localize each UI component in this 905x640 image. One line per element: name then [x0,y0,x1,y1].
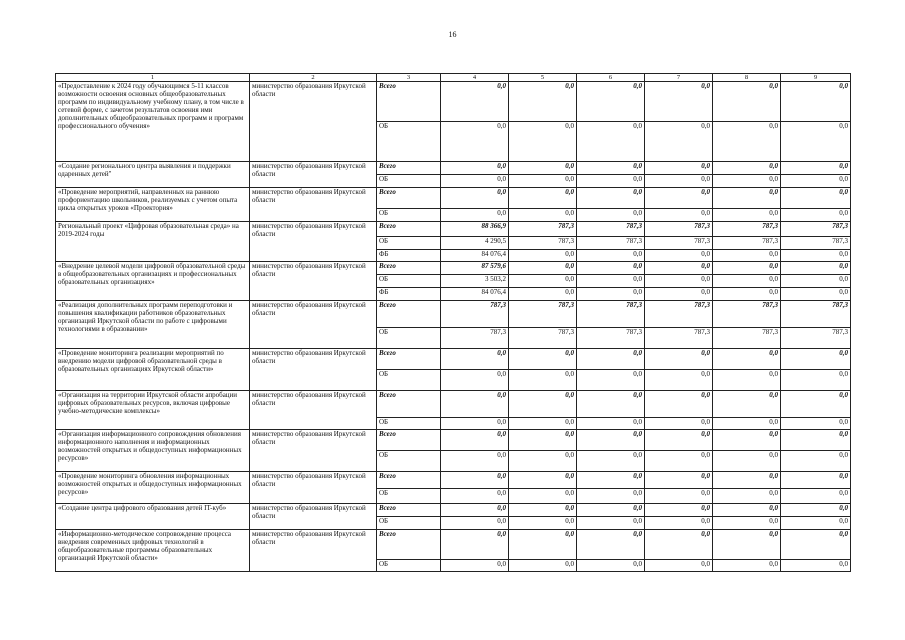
funding-source: Всего [377,188,441,209]
value-cell: 0,0 [713,262,781,275]
table-row [56,504,851,517]
measure-name: «Информационно-методическое сопровождение процесса внедрения современных цифровых технологий в общеобразовательные программы образовательных организаций Иркутской области» [56,530,250,572]
value-cell: 0,0 [781,472,851,489]
executor: министерство образования Иркутской области [250,262,377,301]
value-cell: 787,3 [577,301,645,328]
value-cell: 4 290,5 [441,237,509,250]
header-cell: 2 [250,74,377,82]
value-cell: 0,0 [781,82,851,122]
funding-source: Всего [377,530,441,560]
measure-name: «Организация информационного сопровождения обновления информационного наполнения и информационных возможностей открытых и общедоступных информационных ресурсов» [56,430,250,472]
header-cell: 5 [509,74,577,82]
funding-source: ОБ [377,328,441,349]
value-cell: 0,0 [781,560,851,572]
value-cell: 0,0 [441,349,509,370]
value-cell: 0,0 [713,472,781,489]
value-cell: 787,3 [781,237,851,250]
value-cell: 0,0 [577,209,645,222]
value-cell: 787,3 [577,222,645,237]
value-cell: 0,0 [781,451,851,472]
value-cell: 0,0 [577,250,645,262]
value-cell: 0,0 [441,430,509,451]
value-cell: 0,0 [441,560,509,572]
executor: министерство образования Иркутской области [250,162,377,188]
table-row [56,301,851,328]
header-cell: 6 [577,74,645,82]
table-row [56,430,851,451]
value-cell: 0,0 [577,370,645,391]
value-cell: 787,3 [509,222,577,237]
value-cell: 0,0 [441,472,509,489]
value-cell: 0,0 [781,288,851,301]
value-cell: 0,0 [781,517,851,530]
value-cell: 0,0 [713,391,781,418]
value-cell: 84 076,4 [441,250,509,262]
value-cell: 0,0 [713,489,781,504]
value-cell: 787,3 [509,237,577,250]
measure-name: «Проведение мониторинга реализации мероприятий по внедрению модели цифровой образовательной среды в образовательных организациях Иркутской области» [56,349,250,391]
value-cell: 787,3 [509,328,577,349]
executor: министерство образования Иркутской области [250,391,377,430]
value-cell: 0,0 [577,530,645,560]
value-cell: 0,0 [781,250,851,262]
value-cell: 0,0 [509,391,577,418]
value-cell: 0,0 [781,209,851,222]
value-cell: 0,0 [645,82,713,122]
value-cell: 0,0 [509,262,577,275]
value-cell: 0,0 [577,288,645,301]
value-cell: 0,0 [577,451,645,472]
value-cell: 0,0 [713,349,781,370]
value-cell: 88 366,9 [441,222,509,237]
table-header-row [56,74,851,82]
value-cell: 0,0 [781,122,851,162]
measure-name: Региональный проект «Цифровая образовательная среда» на 2019-2024 годы [56,222,250,262]
funding-source: ФБ [377,250,441,262]
value-cell: 0,0 [713,188,781,209]
executor: министерство образования Иркутской области [250,530,377,572]
value-cell: 0,0 [781,188,851,209]
table-row [56,262,851,275]
value-cell: 0,0 [781,370,851,391]
value-cell: 0,0 [781,162,851,175]
funding-source: Всего [377,262,441,275]
measure-name: «Предоставление к 2024 году обучающимся 5-11 классов возможности освоения основных общеобразовательных программ по индивидуальному учебному плану, в том числе в сетевой форме, с зачетом результатов освоения ими дополнительных общеобразовательных программ и программ профессионального обучения» [56,82,250,162]
value-cell: 0,0 [645,188,713,209]
measure-name: «Создание центра цифрового образования детей IT-куб» [56,504,250,530]
value-cell: 0,0 [509,209,577,222]
value-cell: 787,3 [713,328,781,349]
value-cell: 0,0 [645,430,713,451]
value-cell: 787,3 [781,328,851,349]
value-cell: 0,0 [645,517,713,530]
funding-source: Всего [377,349,441,370]
value-cell: 0,0 [509,451,577,472]
table-row [56,82,851,122]
value-cell: 0,0 [645,175,713,188]
value-cell: 0,0 [577,430,645,451]
table-row [56,391,851,418]
value-cell: 0,0 [645,349,713,370]
value-cell: 0,0 [713,250,781,262]
value-cell: 787,3 [645,222,713,237]
table-row [56,472,851,489]
value-cell: 0,0 [441,209,509,222]
value-cell: 0,0 [441,418,509,430]
executor: министерство образования Иркутской области [250,301,377,349]
value-cell: 0,0 [781,262,851,275]
value-cell: 0,0 [577,472,645,489]
value-cell: 0,0 [577,262,645,275]
value-cell: 0,0 [781,430,851,451]
executor: министерство образования Иркутской области [250,349,377,391]
value-cell: 3 503,2 [441,275,509,288]
funding-source: ОБ [377,175,441,188]
value-cell: 0,0 [713,430,781,451]
value-cell: 0,0 [441,122,509,162]
value-cell: 0,0 [577,489,645,504]
executor: министерство образования Иркутской области [250,82,377,162]
value-cell: 0,0 [441,188,509,209]
value-cell: 787,3 [713,301,781,328]
value-cell: 0,0 [441,175,509,188]
value-cell: 0,0 [509,370,577,391]
funding-source: ОБ [377,237,441,250]
value-cell: 0,0 [509,349,577,370]
value-cell: 0,0 [509,489,577,504]
measure-name: «Создание регионального центра выявления и поддержки одаренных детей" [56,162,250,188]
value-cell: 0,0 [509,188,577,209]
value-cell: 0,0 [645,489,713,504]
value-cell: 0,0 [509,530,577,560]
value-cell: 0,0 [781,504,851,517]
header-cell: 9 [781,74,851,82]
value-cell: 0,0 [441,517,509,530]
value-cell: 84 076,4 [441,288,509,301]
value-cell: 0,0 [577,188,645,209]
value-cell: 0,0 [441,451,509,472]
value-cell: 0,0 [713,288,781,301]
value-cell: 0,0 [441,370,509,391]
value-cell: 787,3 [441,328,509,349]
funding-source: Всего [377,430,441,451]
table-row [56,188,851,209]
value-cell: 0,0 [645,275,713,288]
table-row [56,530,851,560]
value-cell: 0,0 [645,262,713,275]
header-cell: 8 [713,74,781,82]
executor: министерство образования Иркутской области [250,472,377,504]
value-cell: 0,0 [509,250,577,262]
value-cell: 0,0 [645,288,713,301]
value-cell: 0,0 [441,162,509,175]
funding-source: Всего [377,391,441,418]
value-cell: 0,0 [645,250,713,262]
header-cell: 7 [645,74,713,82]
value-cell: 0,0 [577,162,645,175]
value-cell: 0,0 [713,517,781,530]
value-cell: 0,0 [645,451,713,472]
page-number: 16 [448,30,457,39]
measure-name: «Проведение мониторинга обновления информационных возможностей открытых и общедоступных информационных ресурсов» [56,472,250,504]
value-cell: 0,0 [713,504,781,517]
value-cell: 0,0 [645,560,713,572]
value-cell: 0,0 [441,530,509,560]
value-cell: 0,0 [781,275,851,288]
value-cell: 0,0 [713,122,781,162]
funding-source: ФБ [377,288,441,301]
table-row [56,222,851,237]
value-cell: 0,0 [509,162,577,175]
value-cell: 0,0 [645,209,713,222]
value-cell: 0,0 [509,122,577,162]
value-cell: 0,0 [713,370,781,391]
value-cell: 0,0 [577,517,645,530]
executor: министерство образования Иркутской области [250,504,377,530]
value-cell: 787,3 [577,237,645,250]
value-cell: 0,0 [713,209,781,222]
value-cell: 0,0 [713,175,781,188]
value-cell: 0,0 [713,275,781,288]
value-cell: 0,0 [781,175,851,188]
header-cell: 4 [441,74,509,82]
header-cell: 3 [377,74,441,82]
value-cell: 787,3 [509,301,577,328]
funding-source: ОБ [377,275,441,288]
funding-source: Всего [377,222,441,237]
value-cell: 787,3 [441,301,509,328]
value-cell: 0,0 [645,530,713,560]
value-cell: 0,0 [781,489,851,504]
measure-name: «Внедрение целевой модели цифровой образовательной среды в общеобразовательных организациях и профессиональных образовательных организациях» [56,262,250,301]
value-cell: 0,0 [441,504,509,517]
value-cell: 0,0 [781,391,851,418]
funding-source: ОБ [377,418,441,430]
value-cell: 0,0 [509,472,577,489]
value-cell: 0,0 [509,288,577,301]
executor: министерство образования Иркутской области [250,222,377,262]
measure-name: «Организация на территории Иркутской области апробации цифровых образовательных ресурсов, включая цифровые учебно-методические комплексы» [56,391,250,430]
funding-source: ОБ [377,122,441,162]
value-cell: 0,0 [577,504,645,517]
measure-name: «Проведение мероприятий, направленных на раннюю профориентацию школьников, реализуемых с учетом опыта цикла открытых уроков «Проектория» [56,188,250,222]
value-cell: 787,3 [645,328,713,349]
value-cell: 0,0 [441,489,509,504]
value-cell: 0,0 [577,349,645,370]
value-cell: 0,0 [577,560,645,572]
funding-source: ОБ [377,209,441,222]
funding-source: Всего [377,504,441,517]
value-cell: 0,0 [645,370,713,391]
value-cell: 0,0 [509,275,577,288]
value-cell: 0,0 [645,418,713,430]
value-cell: 0,0 [509,560,577,572]
value-cell: 0,0 [713,418,781,430]
value-cell: 0,0 [577,175,645,188]
value-cell: 0,0 [781,530,851,560]
funding-source: Всего [377,162,441,175]
value-cell: 0,0 [577,391,645,418]
value-cell: 0,0 [645,472,713,489]
value-cell: 0,0 [713,560,781,572]
value-cell: 0,0 [577,122,645,162]
executor: министерство образования Иркутской области [250,430,377,472]
measure-name: «Реализация дополнительных программ переподготовки и повышения квалификации работников образовательных организаций Иркутской области по работе с цифровыми технологиями в образовании» [56,301,250,349]
value-cell: 787,3 [781,222,851,237]
budget-table [55,73,851,572]
value-cell: 0,0 [781,349,851,370]
value-cell: 0,0 [645,162,713,175]
value-cell: 0,0 [645,391,713,418]
funding-source: ОБ [377,489,441,504]
header-cell: 1 [56,74,250,82]
value-cell: 787,3 [781,301,851,328]
value-cell: 0,0 [509,504,577,517]
value-cell: 787,3 [577,328,645,349]
value-cell: 0,0 [577,275,645,288]
funding-source: ОБ [377,517,441,530]
value-cell: 0,0 [781,418,851,430]
funding-source: ОБ [377,560,441,572]
table-row [56,162,851,175]
value-cell: 87 579,6 [441,262,509,275]
value-cell: 0,0 [713,82,781,122]
value-cell: 0,0 [577,418,645,430]
value-cell: 0,0 [441,391,509,418]
value-cell: 787,3 [645,301,713,328]
value-cell: 0,0 [713,530,781,560]
value-cell: 0,0 [645,504,713,517]
funding-source: Всего [377,301,441,328]
value-cell: 0,0 [713,451,781,472]
value-cell: 0,0 [509,517,577,530]
value-cell: 0,0 [577,82,645,122]
value-cell: 0,0 [713,162,781,175]
value-cell: 787,3 [645,237,713,250]
value-cell: 0,0 [509,82,577,122]
funding-source: Всего [377,472,441,489]
value-cell: 0,0 [509,175,577,188]
funding-source: Всего [377,82,441,122]
table-row [56,349,851,370]
value-cell: 787,3 [713,222,781,237]
value-cell: 0,0 [509,418,577,430]
funding-source: ОБ [377,451,441,472]
value-cell: 0,0 [645,122,713,162]
value-cell: 0,0 [441,82,509,122]
value-cell: 787,3 [713,237,781,250]
executor: министерство образования Иркутской области [250,188,377,222]
funding-source: ОБ [377,370,441,391]
value-cell: 0,0 [509,430,577,451]
